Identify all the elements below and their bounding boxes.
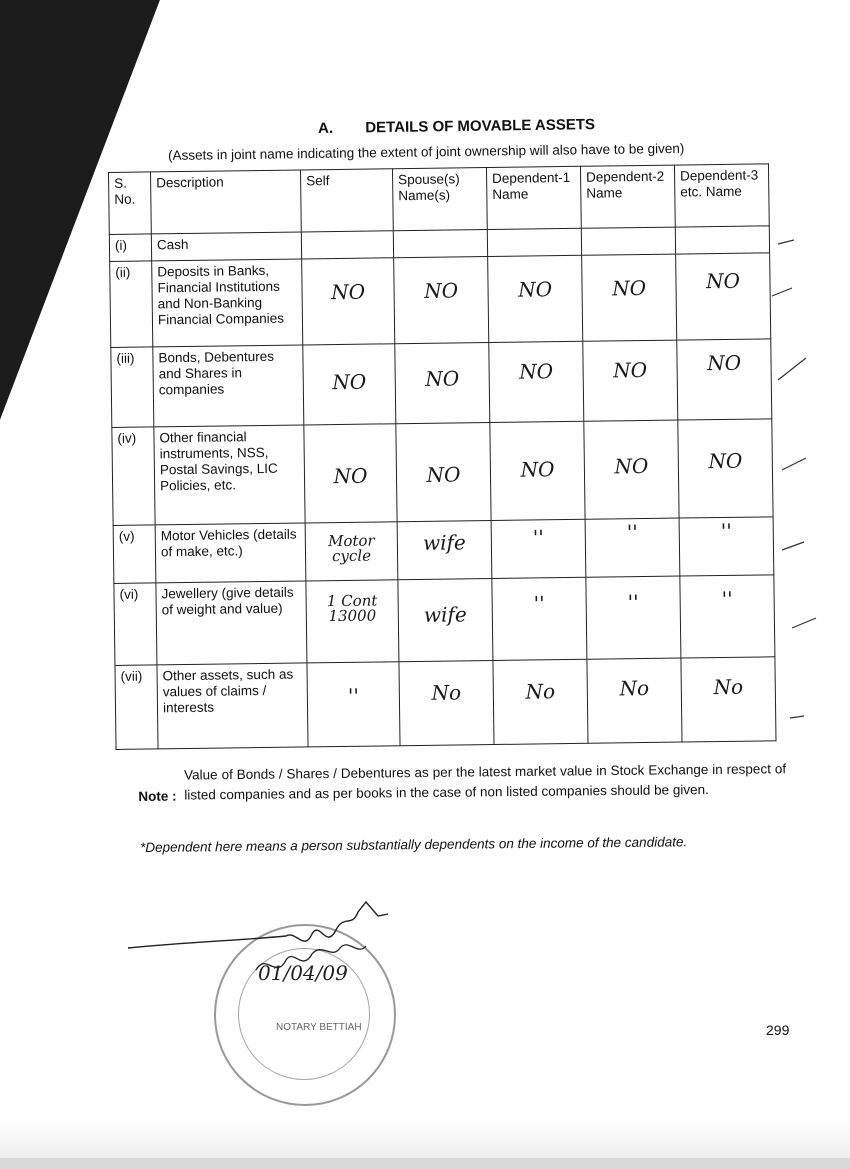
- note-paragraph: [138, 759, 786, 806]
- cell-dep3: No: [681, 657, 776, 742]
- cell-self: NO: [302, 258, 395, 345]
- row-description: Motor Vehicles (details of make, etc.): [155, 523, 306, 583]
- row-description: Jewellery (give details of weight and value): [156, 581, 307, 665]
- cell-self: [301, 231, 393, 259]
- header-dependent-1: Dependent-1 Name: [486, 166, 581, 229]
- table-row: [115, 657, 776, 750]
- header-dependent-3: Dependent-3 etc. Name: [674, 164, 769, 227]
- table-row: [114, 575, 775, 666]
- header-description: Description: [151, 170, 302, 234]
- cell-dep3: [675, 226, 769, 254]
- cell-dep3: NO: [678, 419, 773, 518]
- note-label: Note :: [138, 788, 177, 804]
- cell-dep3: NO: [677, 339, 772, 420]
- header-dependent-2: Dependent-2 Name: [580, 165, 675, 228]
- cell-dep2: No: [587, 658, 682, 743]
- cell-dep1: NO: [490, 421, 585, 520]
- row-sno: (iv): [112, 427, 155, 526]
- header-sno: S. No.: [109, 172, 152, 235]
- cell-dep1: NO: [488, 255, 583, 342]
- row-sno: (vii): [115, 665, 158, 750]
- row-description: Other financial instruments, NSS, Postal Savings, LIC Policies, etc.: [154, 425, 305, 525]
- cell-dep1: No: [493, 659, 588, 744]
- cell-dep1: NO: [489, 341, 584, 422]
- row-description: Cash: [151, 232, 301, 261]
- row-description: Other assets, such as values of claims / interests: [157, 663, 308, 749]
- cell-dep3: NO: [676, 253, 771, 340]
- cell-spouse: [393, 230, 487, 258]
- cell-spouse: wife: [398, 579, 493, 662]
- cell-self: NO: [304, 424, 397, 523]
- table-row: [111, 339, 772, 428]
- cell-dep2: NO: [584, 420, 679, 519]
- row-description: Deposits in Banks, Financial Institutions and Non-Banking Financial Companies: [152, 259, 303, 347]
- stamp-handwritten-date: 01/04/09: [258, 961, 348, 985]
- cell-dep2: NO: [583, 340, 678, 421]
- cell-dep2: NO: [582, 254, 677, 341]
- header-spouse: Spouse(s) Name(s): [392, 168, 487, 231]
- margin-tick-marks: [770, 230, 820, 730]
- cell-spouse: NO: [396, 423, 491, 522]
- table-row: [113, 517, 774, 584]
- cell-dep1: '': [491, 519, 586, 578]
- assets-table-wrap: [108, 163, 777, 750]
- cell-dep3: '': [680, 575, 775, 658]
- section-subtitle: (Assets in joint name indicating the extent of joint ownership will also have to be given): [168, 140, 685, 163]
- page-number: 299: [766, 1022, 790, 1038]
- header-self: Self: [300, 169, 393, 232]
- stamp-text: NOTARY BETTIAH: [276, 1022, 362, 1033]
- signature-scribble: [126, 890, 426, 1033]
- movable-assets-table: [108, 163, 777, 750]
- cell-self: 1 Cont 13000: [306, 580, 399, 663]
- dependent-footnote: *Dependent here means a person substantially dependents on the income of the candidate.: [140, 834, 688, 855]
- cell-self: Motor cycle: [305, 522, 398, 581]
- section-title-text: DETAILS OF MOVABLE ASSETS: [365, 116, 596, 137]
- cell-dep2: '': [586, 576, 681, 659]
- table-row: [110, 253, 771, 348]
- cell-dep2: [581, 227, 675, 255]
- row-sno: (i): [109, 234, 151, 262]
- note-text: Value of Bonds / Shares / Debentures as per the latest market value in Stock Exchange in respect of listed companies and as per books in the case of non listed companies should be given.: [184, 761, 787, 803]
- section-letter: A.: [318, 119, 334, 137]
- row-sno: (v): [113, 525, 156, 584]
- cell-self: '': [307, 662, 400, 747]
- cell-dep2: '': [585, 518, 680, 577]
- row-sno: (iii): [111, 347, 154, 428]
- cell-dep3: '': [679, 517, 774, 576]
- cell-spouse: NO: [395, 343, 490, 424]
- row-sno: (vi): [114, 583, 157, 666]
- row-sno: (ii): [110, 261, 153, 348]
- table-row: [112, 419, 773, 526]
- cell-spouse: No: [399, 661, 494, 746]
- cell-self: NO: [303, 344, 396, 425]
- cell-spouse: wife: [397, 521, 492, 580]
- cell-spouse: NO: [394, 257, 489, 344]
- table-header-row: [109, 164, 770, 235]
- cell-dep1: [487, 228, 581, 256]
- row-description: Bonds, Debentures and Shares in companies: [153, 345, 304, 427]
- cell-dep1: '': [492, 577, 587, 660]
- scan-bottom-strip: [0, 1158, 850, 1169]
